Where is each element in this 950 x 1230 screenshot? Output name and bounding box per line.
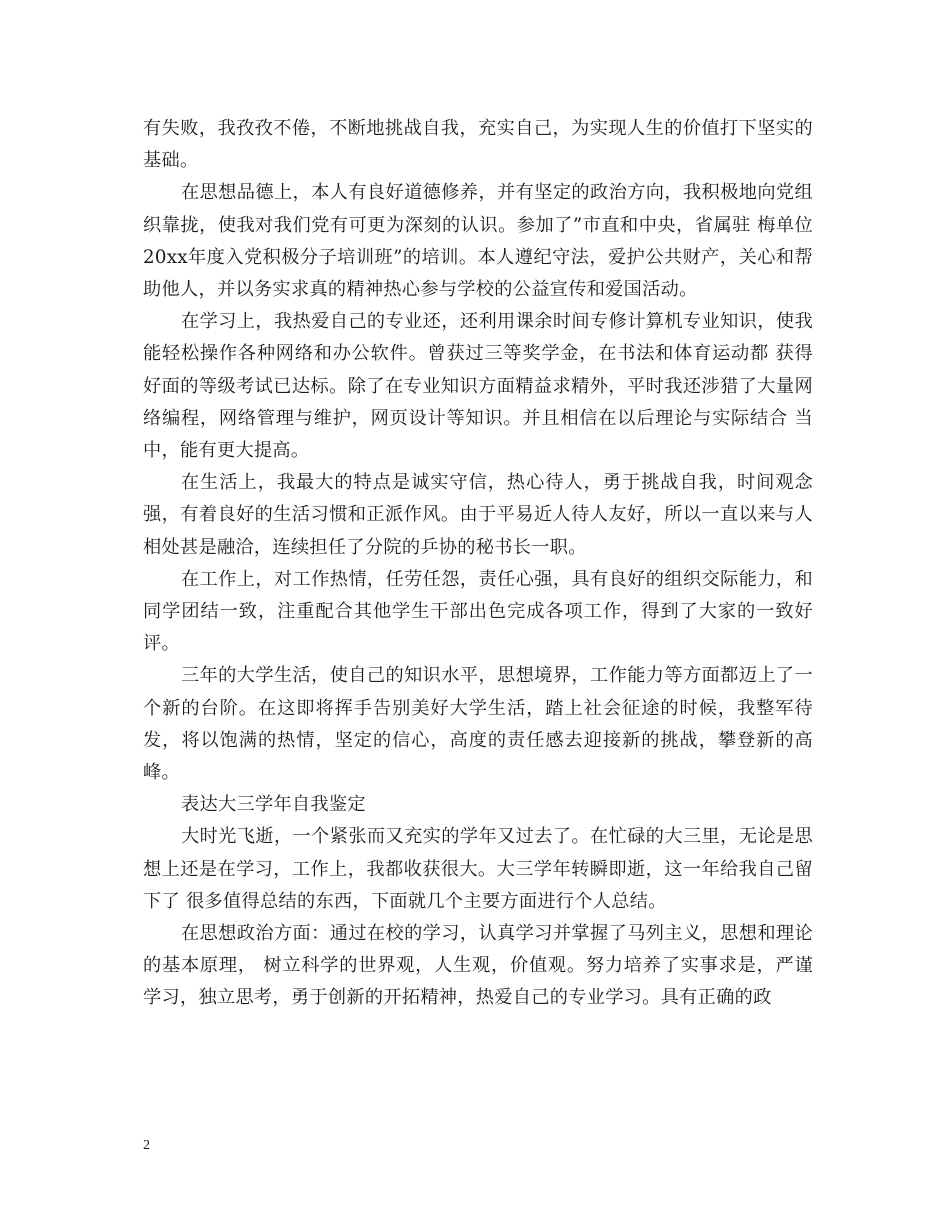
paragraph-intro: 大时光飞逝，一个紧张而又充实的学年又过去了。在忙碌的大三里，无论是思想上还是在学习，工作上，我都收获很大。大三学年转瞬即逝，这一年给我自己留下了 很多值得总结的东西，下面就几个主要方面进行个人总结。 [143, 826, 813, 912]
paragraph-study: 在学习上，我热爱自己的专业还，还利用课余时间专修计算机专业知识，使我能轻松操作各种网络和办公软件。曾获过三等奖学金，在书法和体育运动都 获得好面的等级考试已达标。除了在专业知识方面精益求精外，平时我还涉猎了大量网络编程，网络管理与维护，网页设计等知识。并且相信在以后理论与实际结合 当中，能有更大提高。 [143, 311, 813, 462]
paragraph-life: 在生活上，我最大的特点是诚实守信，热心待人，勇于挑战自我，时间观念强，有着良好的生活习惯和正派作风。由于平易近人待人友好，所以一直以来与人相处甚是融洽，连续担任了分院的乒协的秘书长一职。 [143, 472, 813, 558]
document-body [143, 113, 813, 1015]
paragraph-politics: 在思想政治方面：通过在校的学习，认真学习并掌握了马列主义，思想和理论的基本原理， 树立科学的世界观，人生观，价值观。努力培养了实事求是，严谨学习，独立思考，勇于创新的开拓精神，热爱自己的专业学习。具有正确的政 [143, 923, 813, 1009]
paragraph-work: 在工作上，对工作热情，任劳任怨，责任心强，具有良好的组织交际能力，和同学团结一致，注重配合其他学生干部出色完成各项工作，得到了大家的一致好评。 [143, 568, 813, 655]
page-number: 2 [143, 1138, 150, 1153]
paragraph-1: 有失败，我孜孜不倦，不断地挑战自我，充实自己，为实现人生的价值打下坚实的基础。 [143, 118, 813, 172]
paragraph-ideology: 在思想品德上，本人有良好道德修养，并有坚定的政治方向，我积极地向党组织靠拢，使我对我们党有可更为深刻的认识。参加了”市直和中央，省属驻 梅单位20xx年度入党积极分子培训班”的培训。本人遵纪守法，爱护公共财产，关心和帮助他人，并以务实求真的精神热心参与学校的公益宣传和爱国活动。 [143, 182, 813, 301]
section-heading: 表达大三学年自我鉴定 [181, 794, 366, 816]
paragraph-summary: 三年的大学生活，使自己的知识水平，思想境界，工作能力等方面都迈上了一个新的台阶。在这即将挥手告别美好大学生活，踏上社会征途的时候，我整军待发，将以饱满的热情，坚定的信心，高度的责任感去迎接新的挑战，攀登新的高峰。 [143, 665, 813, 784]
